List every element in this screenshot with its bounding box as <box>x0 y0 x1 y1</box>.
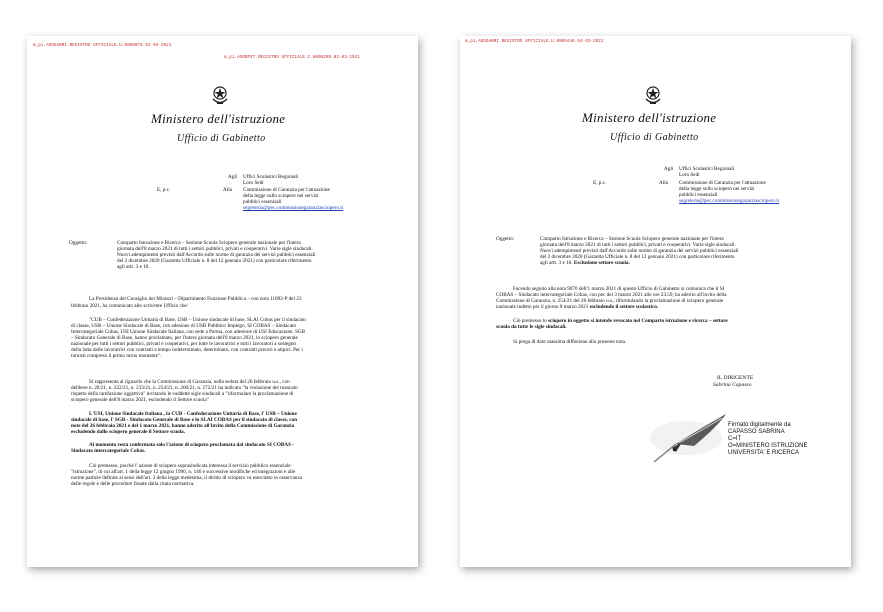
pec-email-link[interactable]: segreteria@pec.commissionegaranziasciopero.it <box>679 198 780 204</box>
body-line: COBAS – Sindacato intercategoriale Cobas, con pec del 3 marzo 2021 alle ore 23.59, ha aderito all'invito della <box>496 292 727 298</box>
republic-emblem-icon <box>211 84 229 106</box>
body-line: rispetto della rarefazione oggettiva" invitando le suddette sigle sindacali a "riformulare la proclamazione di <box>71 391 294 397</box>
body-line: sciopero generale dell'8 marzo 2021, escludendo il Settore scuola" <box>71 397 209 403</box>
quote-line: Intercategoriale Cobas, USI Unione Sindacale Italiana, con sede a Parma, con adesione di USI Educazione, SGB <box>71 329 306 335</box>
subject-line: giornata dell'8 marzo 2021 di tutti i settori pubblici, privati e cooperativi. Varie sigle sindacali. <box>117 246 313 252</box>
protocol-stamp-1: m_pi.AOOGABMI.REGISTRO UFFICIALE.U.0009446.04-03-2021 <box>465 40 604 44</box>
digital-signature-line: O=MINISTERO ISTRUZIONE <box>728 443 808 449</box>
subject-line: agli artt. 3 e 10. <box>117 264 150 270</box>
subject-line: Nuovi adempimenti previsti dall'Accordo sulle norme di garanzia dei servizi pubblici essenziali <box>117 252 316 258</box>
quote-line: turnisti compreso il primo turno montante". <box>71 353 162 359</box>
body-line: febbraio 2021, ha comunicato allo scrivente Ufficio che: <box>71 303 189 309</box>
cc-label: E, p.c. <box>593 180 607 186</box>
quote-line: – Sindacato Generale di Base, hanno proclamato, per l'intera giornata dell'8 marzo 2021, lo sciopero generale <box>71 335 298 341</box>
subject-label: Oggetto: <box>496 236 515 242</box>
body-line-bold: L'USI, Unione Sindacale Italiana , la CUB - Confederazione Unitaria di Base, l' USB – Unione <box>89 411 297 417</box>
body-line: delibere n. 20/21, n. 222/21, n. 233/21, n. 254/21, n. 260/21, n. 272/21 ha indicato "la violazione del mancato <box>71 385 298 391</box>
body-line: La Presidenza del Consiglio dei Ministri – Dipartimento Funzione Pubblica – con nota 11892-P del 23 <box>89 296 302 302</box>
addressee-prefix: Agli <box>664 166 674 172</box>
digital-signature-line: Firmato digitalmente da <box>728 422 791 428</box>
body-line-bold: escludendo dallo sciopero generale il Settore scuola. <box>71 429 186 435</box>
addressee-line: Loro Sedi <box>243 180 264 186</box>
document-page-left <box>27 36 418 567</box>
pec-email-link[interactable]: segreteria@pec.commissionegaranziasciopero.it <box>243 205 344 211</box>
republic-emblem-icon <box>644 84 662 106</box>
body-line-bold: scuola da tutte le sigle sindacali. <box>496 324 567 330</box>
digital-signature-line: C=IT <box>728 436 742 442</box>
document-page-right <box>460 36 851 567</box>
addressee-line: della legge sullo sciopero nei servizi <box>679 186 755 192</box>
subject-line <box>540 260 630 266</box>
subject-line: del 2 dicembre 2020 (Gazzetta Ufficiale n. 8 del 12 gennaio 2021) con particolare riferimento <box>117 258 312 264</box>
body-line: norme pattizie definite ai sensi dell'art. 2 della legge medesima, il diritto di sciopero va esercitato in osservanza <box>71 475 302 481</box>
quote-line: nazionale per tutti i settori pubblici, privati e cooperativi, per tutte le lavoratrici e tutti i lavoratori a sostegno <box>71 341 297 347</box>
subject-label: Oggetto: <box>69 240 88 246</box>
body-emphasis: sciopero in oggetto si intende revocato nel Comparto istruzione e ricerca – settore <box>548 318 728 324</box>
body-text: nazionale indetto per il giorno 8 marzo 2021 <box>496 304 590 310</box>
addressee-prefix: Alla <box>659 180 668 186</box>
addressee-prefix: Alla <box>223 187 232 193</box>
ministry-heading: Ministero dell'istruzione <box>582 110 717 125</box>
body-line <box>496 304 658 310</box>
digital-signature-pen-icon <box>646 406 734 466</box>
body-line: Commissione di Garanzia, n. 254/21 del 26 febbraio u.s., riformulando la proclamazione di sciopero generale <box>496 298 724 304</box>
body-line: delle regole e delle procedure fissate dalla citata normativa. <box>71 481 195 487</box>
subject-line: del 2 dicembre 2020 (Gazzetta Ufficiale n. 8 del 12 gennaio 2021) con particolare riferimento <box>540 254 735 260</box>
digital-signature-line: UNIVERSITA' E RICERCA <box>728 450 800 456</box>
addressee-line: Commissione di Garanzia per l'attuazione <box>243 187 330 193</box>
addressee-line: Commissione di Garanzia per l'attuazione <box>679 180 766 186</box>
addressee-line: Uffici Scolastici Regionali <box>243 174 299 180</box>
office-heading: Ufficio di Gabinetto <box>177 133 266 144</box>
signatory-name: Sabrina Capasso <box>713 382 752 388</box>
ministry-heading: Ministero dell'istruzione <box>151 111 286 126</box>
protocol-stamp-2: m_pi.AOODPIT.REGISTRO UFFICIALE.I.0005209.02-03-2021 <box>224 56 360 60</box>
body-line-bold: sindacale di base, l' SGB - Sindacato Generale di Base e lo SLAI COBAS per il sindacato di classe, con <box>71 417 298 423</box>
body-emphasis: escludendo il settore scolastico. <box>589 304 659 310</box>
addressee-line: Uffici Scolastici Regionali <box>679 166 735 172</box>
office-heading: Ufficio di Gabinetto <box>610 132 699 143</box>
body-line-bold: Al momento resta confermata solo l'azione di sciopero proclamata dal sindacato SI COBAS - <box>89 442 295 448</box>
quote-line: di classe, USB – Unione Sindacale di Base, con adesione di USB Pubblico Impiego, SI COBAS – Sindacato <box>71 323 297 329</box>
addressee-line: Loro Sedi <box>679 172 700 178</box>
protocol-stamp-1: m_pi.AOOGABMI.REGISTRO UFFICIALE.U.0009075.01-03-2021 <box>33 44 172 48</box>
addressee-line: pubblici essenziali <box>679 192 718 198</box>
body-line: "istruzione", di cui all'art. 1 della legge 12 giugno 1990, n. 146 e successive modifiche ed integrazioni e alle <box>71 469 296 475</box>
signatory-title: IL DIRIGENTE <box>717 375 754 381</box>
body-line: Si prega di dare massima diffusione alla presente nota. <box>513 339 627 345</box>
quote-line: della lotta delle lavoratrici con contratti a tempo indeterminato, determinato, con contratti precari e atipici. Per i <box>71 347 303 353</box>
subject-line: Comparto Istruzione e Ricerca – Sezione Scuola Sciopero generale nazionale per l'intera <box>540 236 724 242</box>
body-line: Facendo seguito alla nota 9070 dell'1 marzo 2021 di questo Ufficio di Gabinetto si comunica che il SI <box>513 286 725 292</box>
addressee-line: della legge sullo sciopero nei servizi <box>243 193 319 199</box>
addressee-prefix: Agli <box>228 174 238 180</box>
body-line-bold: Sindacato intercategoriale Cobas. <box>71 448 146 454</box>
body-line: Ciò premesso, poiché l' azione di sciopero soprasindicata interessa il servizio pubblico essenziale <box>89 463 291 469</box>
digital-signature-line: CAPASSO SABRINA <box>728 429 785 435</box>
cc-label: E, p.c. <box>157 187 171 193</box>
subject-line: giornata dell'8 marzo 2021 di tutti i settori pubblici, privati e cooperativi. Varie sigle sindacali. <box>540 242 736 248</box>
quote-line: "CUB – Confederazione Unitaria di Base, USB – Unione sindacale di base, SLAI Cobas per il sindacato <box>89 317 306 323</box>
body-text: Ciò premesso lo <box>513 318 549 324</box>
subject-text: agli artt. 3 e 10. <box>540 260 574 266</box>
subject-line: Comparto Istruzione e Ricerca – Sezione Scuola Sciopero generale nazionale per l'intera <box>117 240 301 246</box>
body-line: Si rappresenta al riguardo che la Commissione di Garanzia, nella seduta del 26 febbraio u.s., con <box>89 379 290 385</box>
addressee-line: pubblici essenziali <box>243 199 282 205</box>
body-line-bold: note del 26 febbraio 2021 e del 1 marzo 2021, hanno aderito all'invito della Commissione di Garanzia <box>71 423 295 429</box>
subject-line: Nuovi adempimenti previsti dall'Accordo sulle norme di garanzia dei servizi pubblici essenziali <box>540 248 739 254</box>
subject-emphasis: Esclusione settore scuola. <box>573 260 630 266</box>
